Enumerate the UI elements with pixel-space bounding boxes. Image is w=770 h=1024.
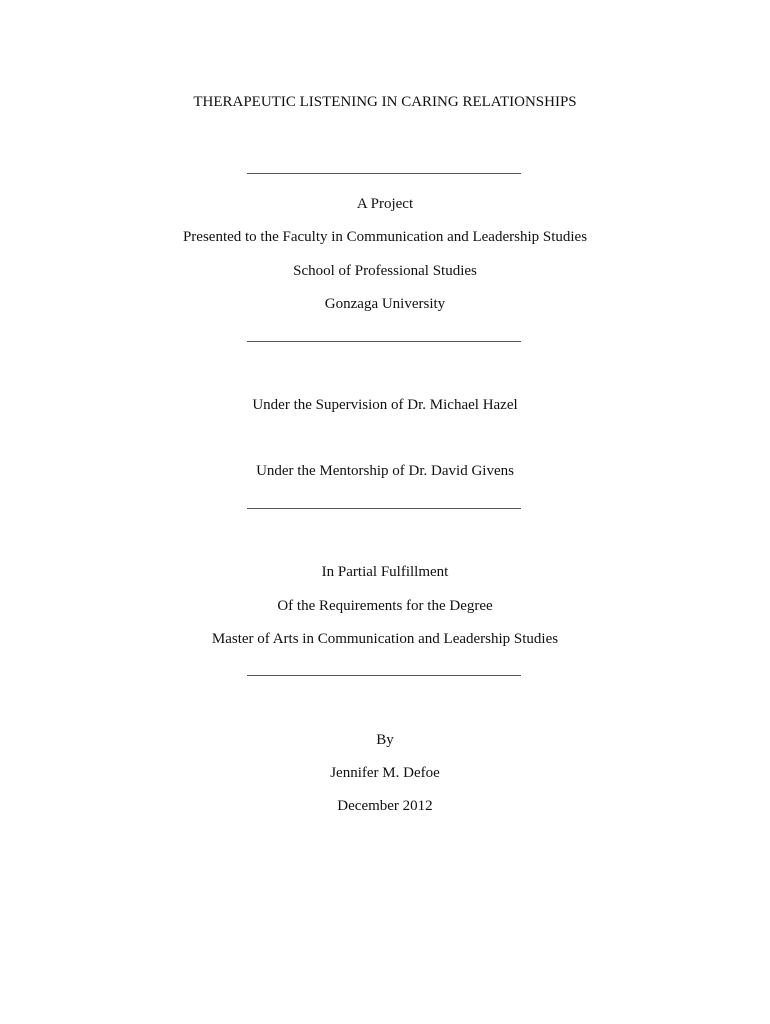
requirements-line: Of the Requirements for the Degree bbox=[277, 598, 493, 614]
submission-date: December 2012 bbox=[337, 798, 433, 814]
degree-name: Master of Arts in Communication and Leadership Studies bbox=[211, 631, 559, 647]
presented-to-line: Presented to the Faculty in Communication and Leadership Studies bbox=[182, 229, 588, 245]
divider-rule bbox=[247, 341, 521, 342]
thesis-title: THERAPEUTIC LISTENING IN CARING RELATIONSHIPS bbox=[193, 94, 577, 110]
school-name: School of Professional Studies bbox=[293, 263, 477, 279]
divider-rule bbox=[247, 508, 521, 509]
divider-rule bbox=[247, 675, 521, 676]
divider-rule bbox=[247, 173, 521, 174]
fulfillment-line: In Partial Fulfillment bbox=[321, 564, 449, 580]
by-label: By bbox=[376, 732, 394, 748]
mentor-line: Under the Mentorship of Dr. David Givens bbox=[256, 463, 514, 479]
supervisor-line: Under the Supervision of Dr. Michael Hazel bbox=[252, 397, 518, 413]
university-name: Gonzaga University bbox=[324, 296, 446, 312]
author-name: Jennifer M. Defoe bbox=[330, 765, 440, 781]
project-label: A Project bbox=[356, 196, 414, 212]
